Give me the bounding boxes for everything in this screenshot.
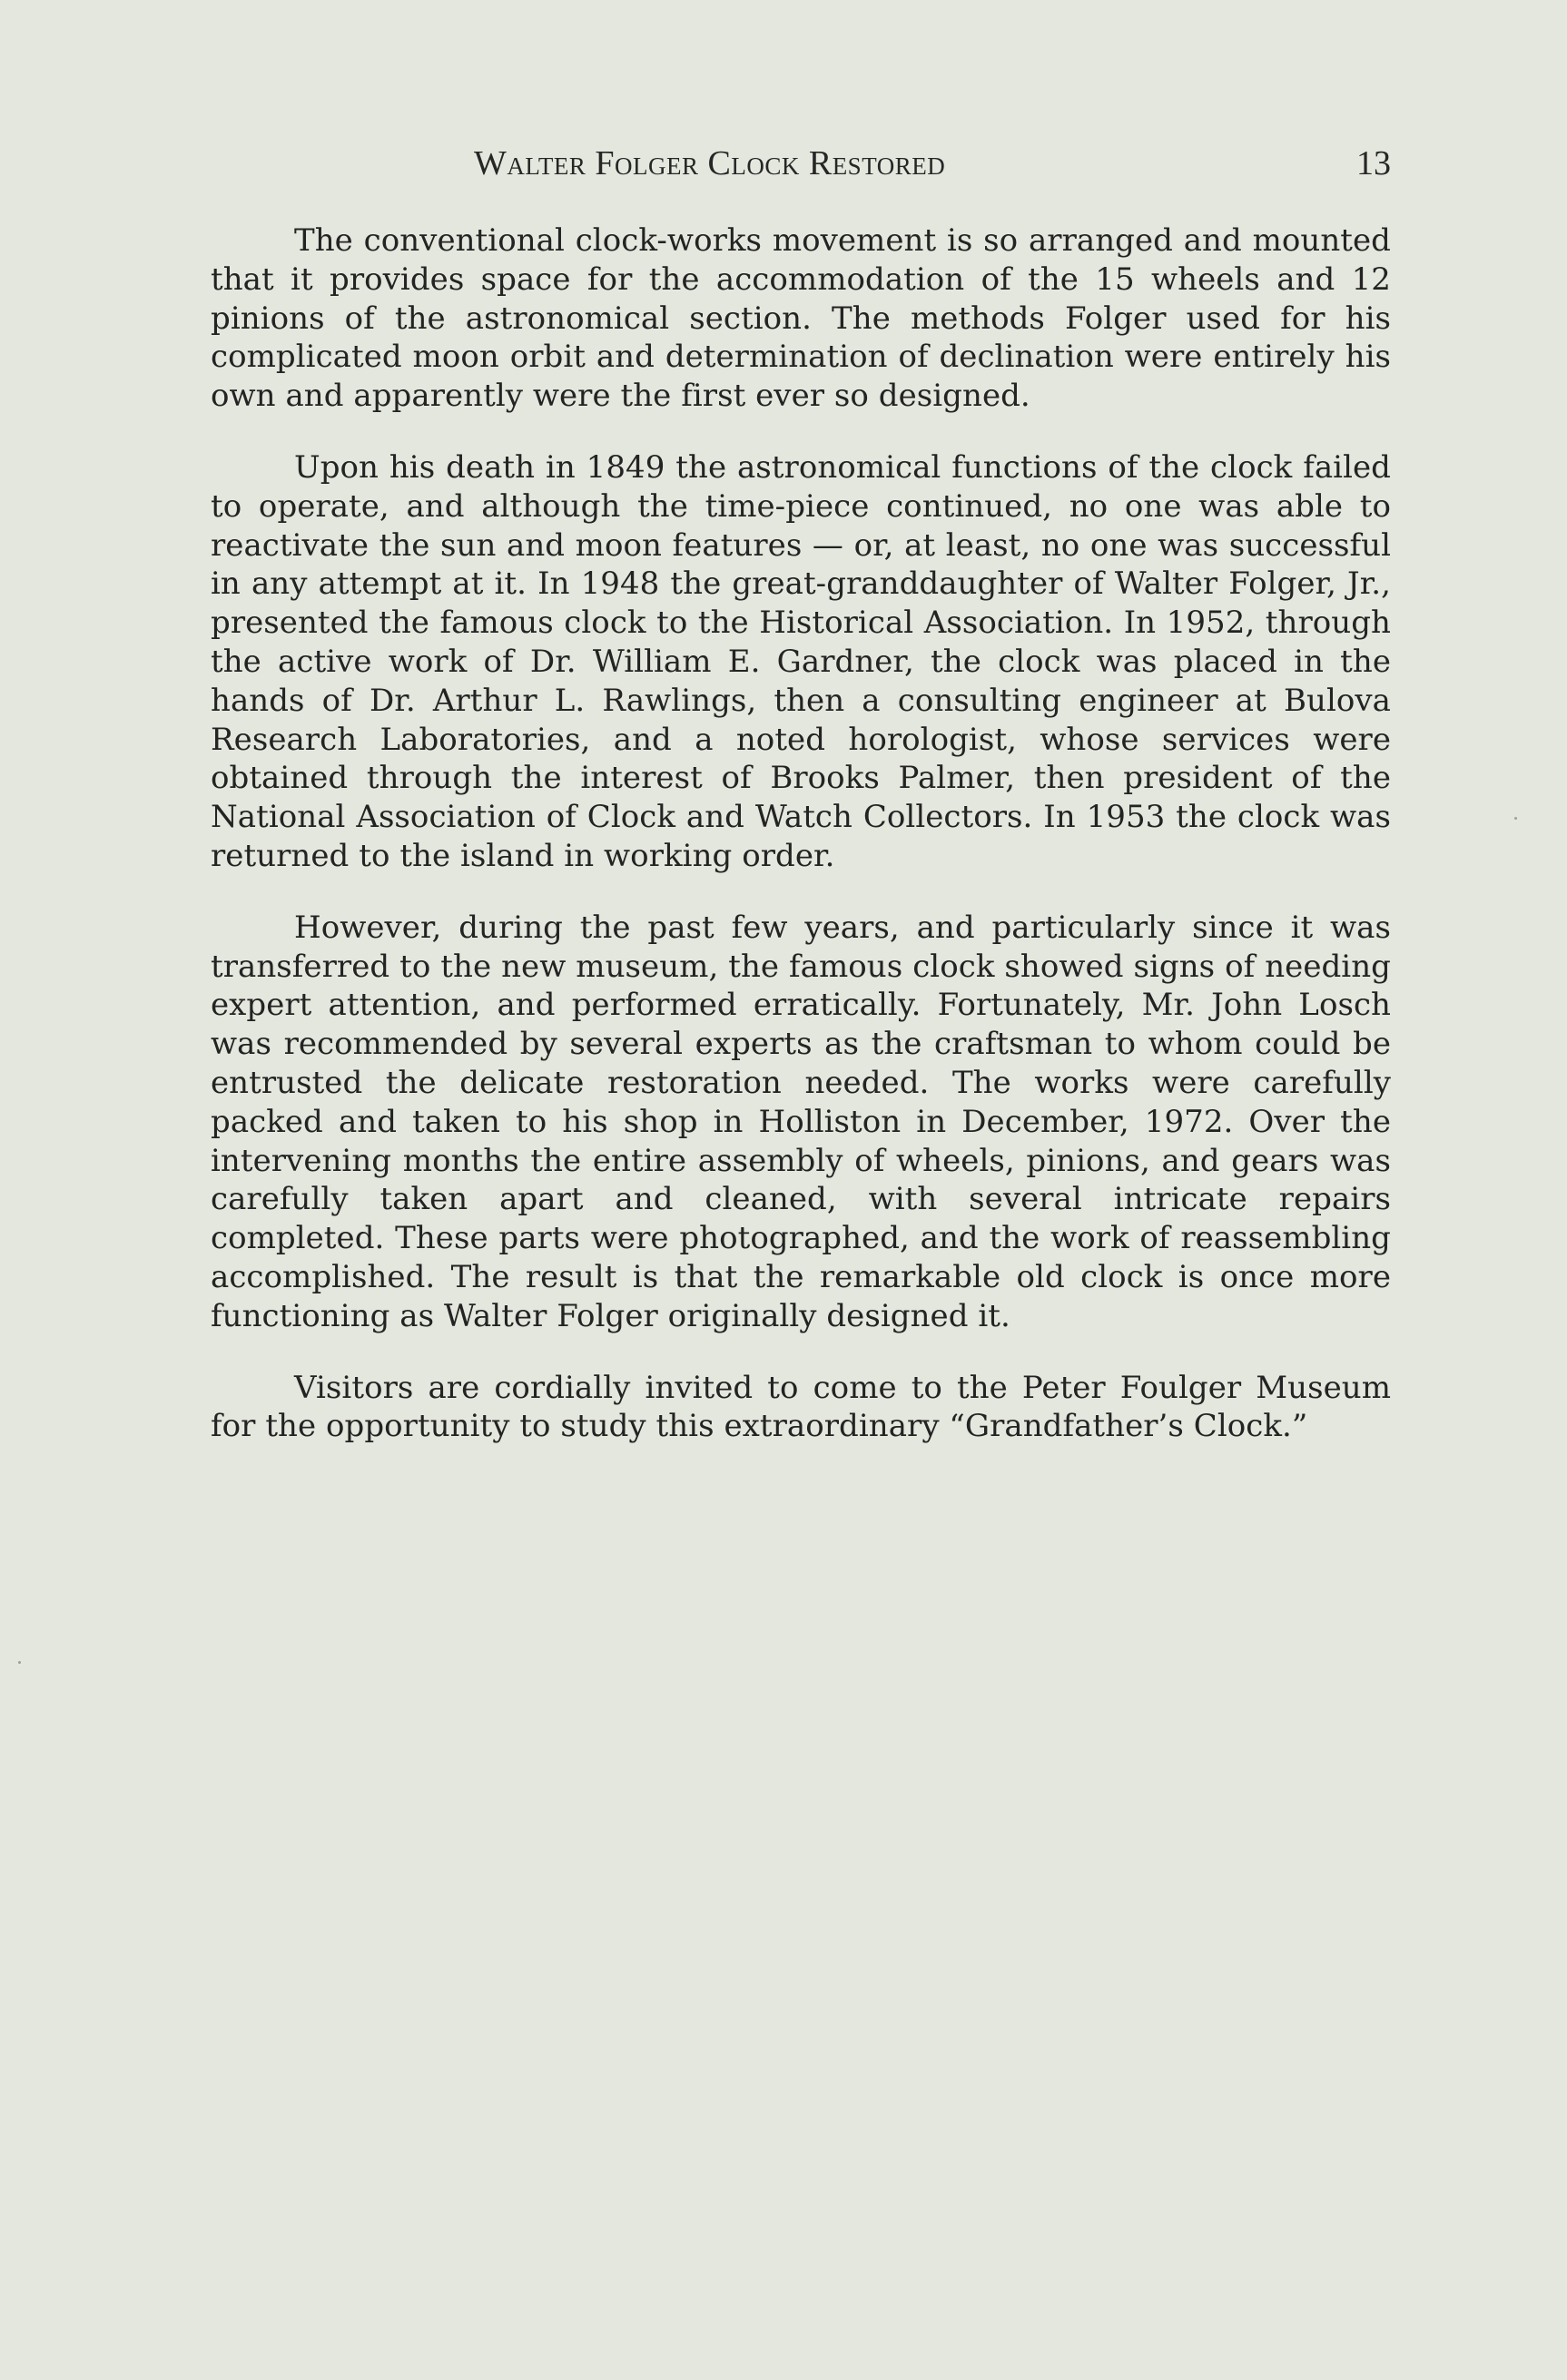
body-text [211,221,1391,1479]
paragraph-restoration: However, during the past few years, and particularly since it was transferred to the new museum, the famous clock showed signs of needing expert attention, and performed erratically. Fortunately, Mr. John Losch was recommended by several experts as the craftsman to whom could be entrusted the delicate restoration needed. The works were carefully packed and taken to his shop in Holliston in December, 1972. Over the intervening months the entire assembly of wheels, pinions, and gears was carefully taken apart and cleaned, with several intricate repairs completed. These parts were photographed, and the work of reassembling accomplished. The result is that the remarkable old clock is once more functioning as Walter Folger originally designed it. [211,909,1391,1334]
paragraph-clockworks: The conventional clock-works movement is so arranged and mounted that it provides space for the accommodation of the 15 wheels and 12 pinions of the astronomical section. The methods Folger used for his complicated moon orbit and determination of declination were entirely his own and apparently were the first ever so designed. [211,222,1391,415]
paper-speck [1514,817,1517,820]
paragraph-invitation: Visitors are cordially invited to come to the Peter Foulger Museum for the opportunity to study this extraordinary “Grandfather’s Clock.” [211,1369,1391,1445]
running-title: Walter Folger Clock Restored [474,144,946,182]
paragraph-history: Upon his death in 1849 the astronomical functions of the clock failed to operate, and although the time-piece continued, no one was able to reactivate the sun and moon features — or, at least, no one was successful in any attempt at it. In 1948 the great-granddaughter of Walter Folger, Jr., presented the famous clock to the Historical Association. In 1952, through the active work of Dr. William E. Gardner, the clock was placed in the hands of Dr. Arthur L. Rawlings, then a consulting engineer at Bulova Research Laboratories, and a noted horologist, whose services were obtained through the interest of Brooks Palmer, then president of the National Association of Clock and Watch Collectors. In 1953 the clock was returned to the island in working order. [211,448,1391,874]
page-number: 13 [1356,144,1391,182]
running-head [211,143,1391,189]
paper-speck [18,1661,21,1664]
